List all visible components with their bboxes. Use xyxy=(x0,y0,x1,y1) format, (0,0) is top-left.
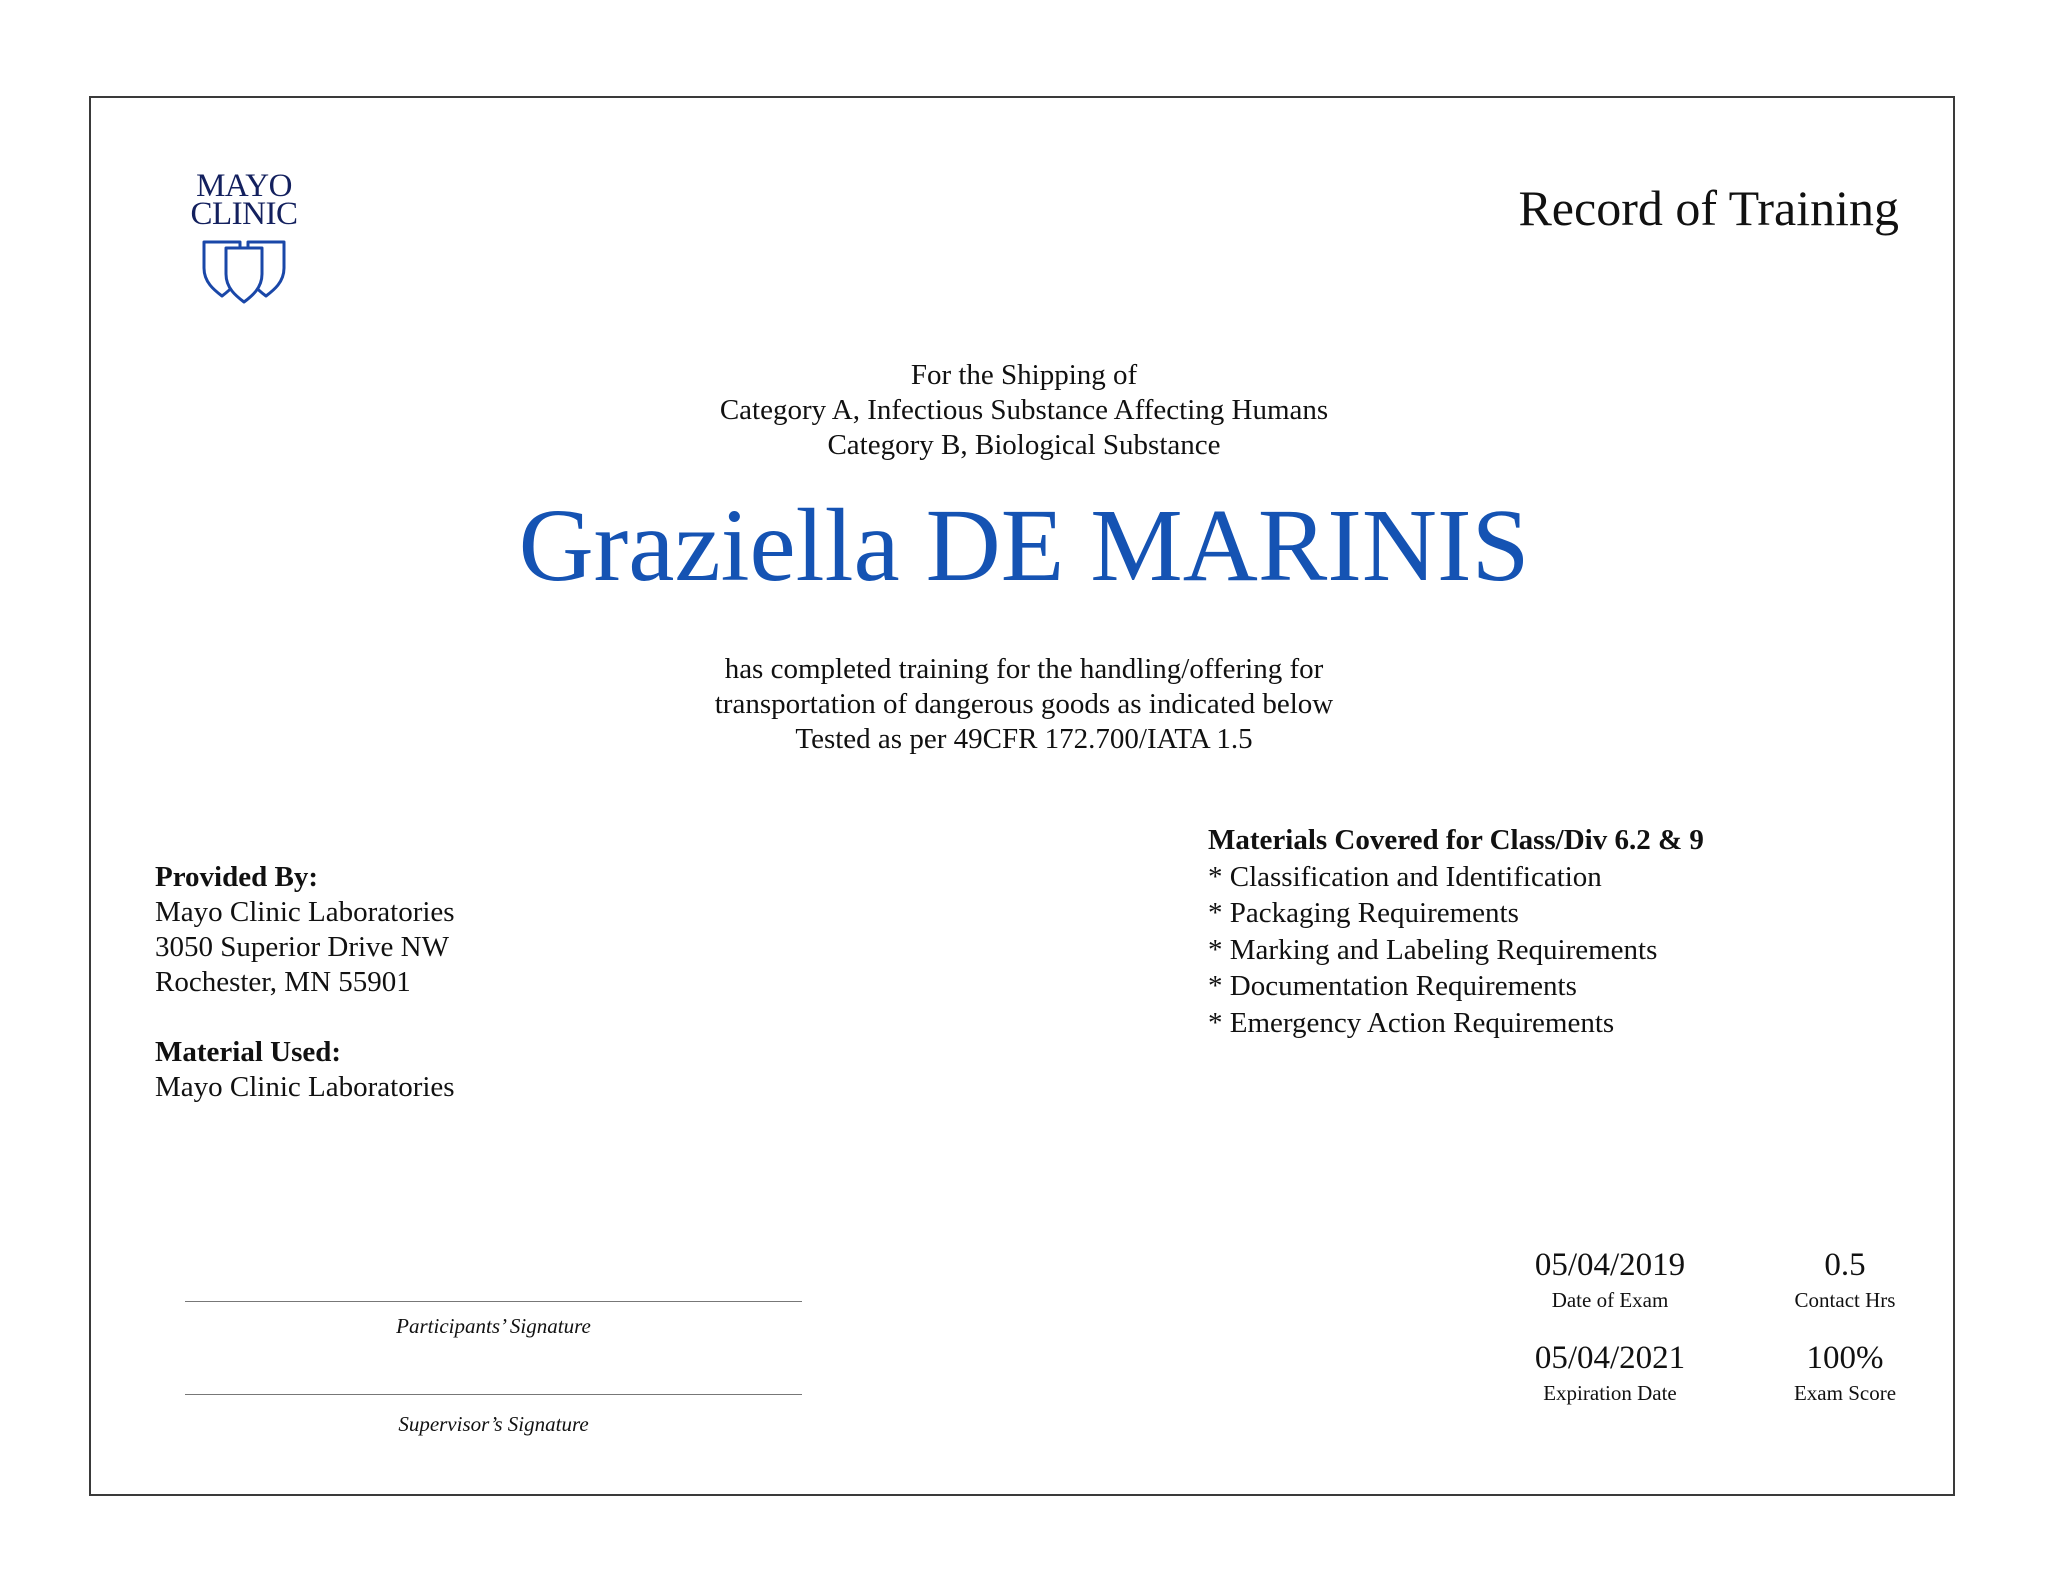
material-used-value: Mayo Clinic Laboratories xyxy=(155,1071,455,1103)
contact-hrs xyxy=(1745,1245,1945,1313)
materials-item: * Classification and Identification xyxy=(1208,860,1602,893)
intro-line: Category B, Biological Substance xyxy=(827,429,1221,461)
record-title: Record of Training xyxy=(1518,180,1899,236)
completion-line: Tested as per 49CFR 172.700/IATA 1.5 xyxy=(795,723,1253,755)
provider-block xyxy=(155,860,455,1105)
spacer xyxy=(155,1000,455,1035)
date-of-exam-label: Date of Exam xyxy=(1551,1288,1669,1312)
materials-item: * Marking and Labeling Requirements xyxy=(1208,933,1658,966)
intro-text xyxy=(0,358,2048,463)
expiration-date xyxy=(1510,1338,1710,1406)
material-used-heading: Material Used: xyxy=(155,1036,342,1068)
logo-text-clinic: CLINIC xyxy=(190,196,298,232)
contact-hrs-value: 0.5 xyxy=(1824,1247,1866,1283)
date-of-exam xyxy=(1510,1245,1710,1313)
provider-line: Mayo Clinic Laboratories xyxy=(155,896,455,928)
contact-hrs-label: Contact Hrs xyxy=(1794,1288,1896,1312)
supervisor-signature-label: Supervisor’s Signature xyxy=(398,1412,589,1436)
date-of-exam-value: 05/04/2019 xyxy=(1534,1247,1686,1283)
materials-item: * Emergency Action Requirements xyxy=(1208,1006,1615,1039)
materials-item: * Packaging Requirements xyxy=(1208,897,1519,929)
supervisor-signature-line xyxy=(185,1394,802,1395)
intro-line: Category A, Infectious Substance Affecting Humans xyxy=(719,394,1329,426)
mayo-clinic-logo xyxy=(182,168,306,304)
logo-text-mayo: MAYO xyxy=(196,168,292,204)
intro-line: For the Shipping of xyxy=(910,359,1138,391)
recipient-name: Graziella DE MARINIS xyxy=(518,488,1530,603)
provided-by-heading: Provided By: xyxy=(155,861,318,893)
mayo-shields-icon xyxy=(200,238,288,304)
expiration-date-value: 05/04/2021 xyxy=(1534,1340,1686,1376)
provider-line: Rochester, MN 55901 xyxy=(155,966,411,998)
completion-text xyxy=(0,652,2048,757)
exam-score-label: Exam Score xyxy=(1793,1381,1897,1405)
materials-item: * Documentation Requirements xyxy=(1208,970,1577,1002)
completion-line: has completed training for the handling/offering for xyxy=(724,653,1324,685)
expiration-date-label: Expiration Date xyxy=(1543,1381,1677,1405)
participant-signature-label: Participants’ Signature xyxy=(396,1314,591,1338)
materials-covered-heading: Materials Covered for Class/Div 6.2 & 9 xyxy=(1208,824,1704,856)
participant-signature-line xyxy=(185,1301,802,1302)
provider-line: 3050 Superior Drive NW xyxy=(155,931,449,963)
exam-score-value: 100% xyxy=(1806,1340,1884,1376)
exam-score xyxy=(1745,1338,1945,1406)
completion-line: transportation of dangerous goods as indicated below xyxy=(714,688,1334,720)
materials-covered-block xyxy=(1208,822,1704,1041)
